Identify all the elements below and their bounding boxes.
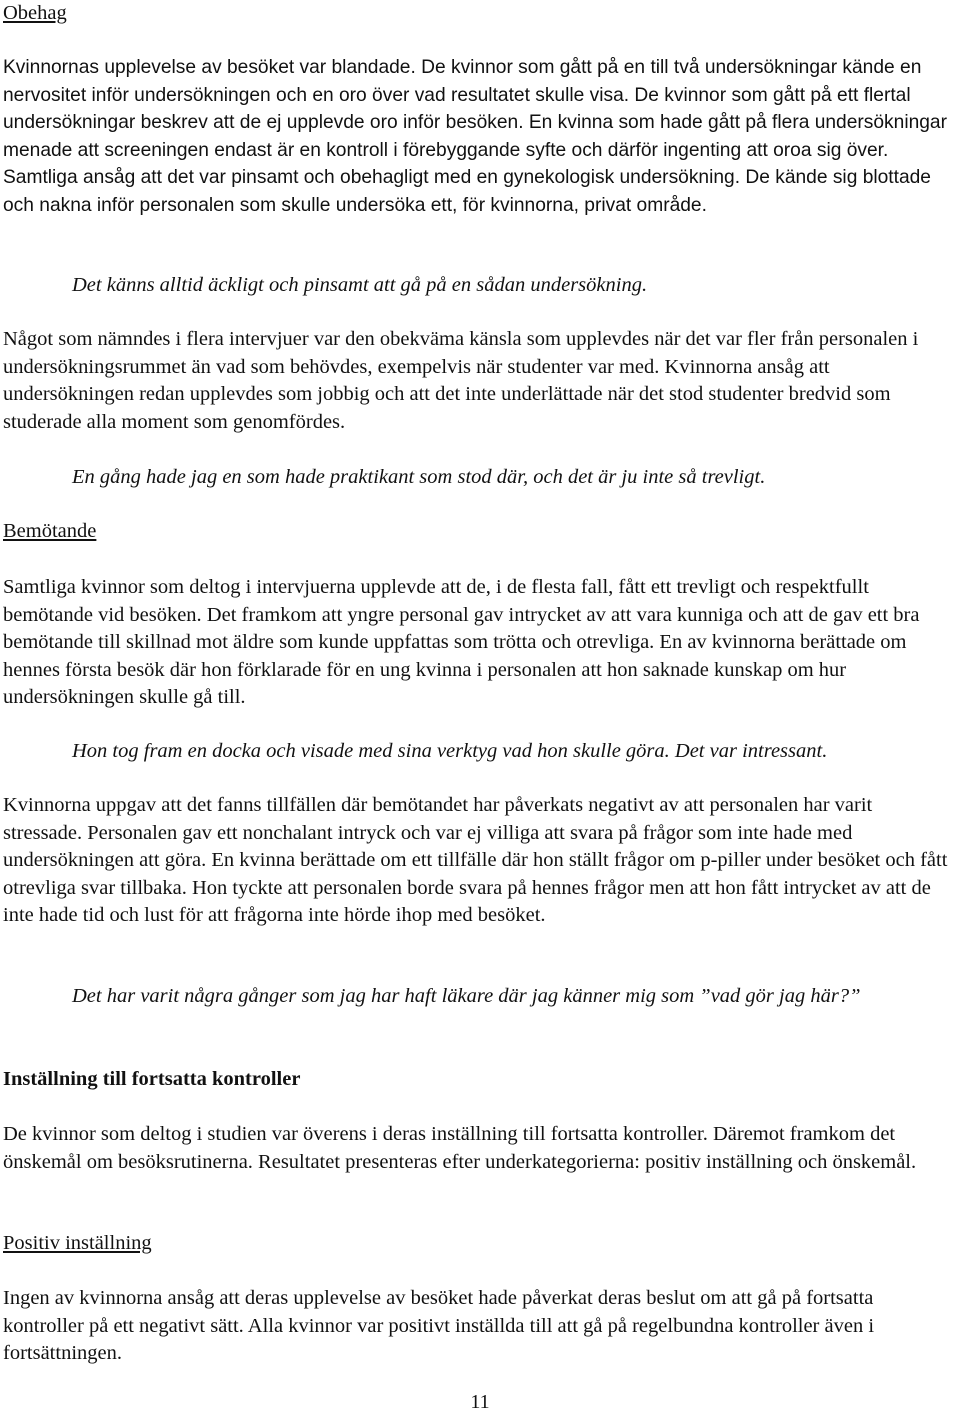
paragraph-obehag-intro: Kvinnornas upplevelse av besöket var blandade. De kvinnor som gått på en till två undersökningar kände en nervositet inför undersökningen och en oro över vad resultatet skulle visa. De kvinnor som gått på ett flertal undersökningar beskrev att de ej upplevde oro inför besöken. En kvinna som hade gått på flera undersökningar menade att screeningen endast är en kontroll i förebyggande syfte och därför ingenting att oroa sig över. Samtliga ansåg att det var pinsamt och obehagligt med en gynekologisk undersökning. De kände sig blottade och nakna inför personalen som skulle undersöka ett, för kvinnorna, privat område. <box>3 57 947 216</box>
page-number: 11 <box>470 1391 490 1413</box>
quote-obehag-1: Det känns alltid äckligt och pinsamt att gå på en sådan undersökning. <box>72 274 648 296</box>
section-heading-obehag: Obehag <box>3 2 67 24</box>
section-heading-bemotande: Bemötande <box>3 520 97 542</box>
paragraph-installning: De kvinnor som deltog i studien var överens i deras inställning till fortsatta kontroller. Däremot framkom det önskemål om besöksrutinerna. Resultatet presenteras efter underkategorierna: positiv inställning och önskemål. <box>3 1123 917 1173</box>
quote-obehag-2: En gång hade jag en som hade praktikant som stod där, och det är ju inte så trevligt. <box>72 466 766 488</box>
paragraph-bemotande-1: Samtliga kvinnor som deltog i intervjuerna upplevde att de, i de flesta fall, fått ett trevligt och respektfullt bemötande vid besöken. Det framkom att yngre personal gav intrycket av att vara kunniga och att de gav ett bra bemötande till skillnad mot äldre som kunde uppfattas som trötta och otrevliga. En av kvinnorna berättade om hennes första besök där hon förklarade för en ung kvinna i personalen att hon saknade kunskap om hur undersökningen skulle gå till. <box>3 576 920 708</box>
quote-bemotande-2: Det har varit några gånger som jag har haft läkare där jag känner mig som ”vad gör jag här?” <box>72 985 861 1007</box>
quote-bemotande-1: Hon tog fram en docka och visade med sina verktyg vad hon skulle göra. Det var intressant. <box>72 740 828 762</box>
paragraph-positiv: Ingen av kvinnorna ansåg att deras upplevelse av besöket hade påverkat deras beslut om att gå på fortsatta kontroller på ett negativt sätt. Alla kvinnor var positivt inställda till att gå på regelbundna kontroller även i fortsättningen. <box>3 1287 875 1364</box>
paragraph-obehag-2: Något som nämndes i flera intervjuer var den obekväma känsla som upplevdes när det var fler från personalen i undersökningsrummet än vad som behövdes, exempelvis när studenter var med. Kvinnorna ansåg att undersökningen redan upplevdes som jobbig och att det inte underlättade när det stod studenter bredvid som studerade alla moment som genomfördes. <box>3 328 919 433</box>
section-heading-positiv: Positiv inställning <box>3 1232 152 1254</box>
paragraph-bemotande-2: Kvinnorna uppgav att det fanns tillfällen där bemötandet har påverkats negativt av att personalen har varit stressade. Personalen gav ett nonchalant intryck och var ej villiga att svara på frågor som inte hade med undersökningen att göra. En kvinna berättade om ett tillfälle där hon ställt frågor om p-piller under besöket och fått otrevliga svar tillbaka. Hon tyckte att personalen borde svara på hennes frågor men att hon fått intrycket av att de inte hade tid och lust för att frågorna inte hörde ihop med besöket. <box>3 794 948 926</box>
section-heading-installning: Inställning till fortsatta kontroller <box>3 1068 301 1090</box>
